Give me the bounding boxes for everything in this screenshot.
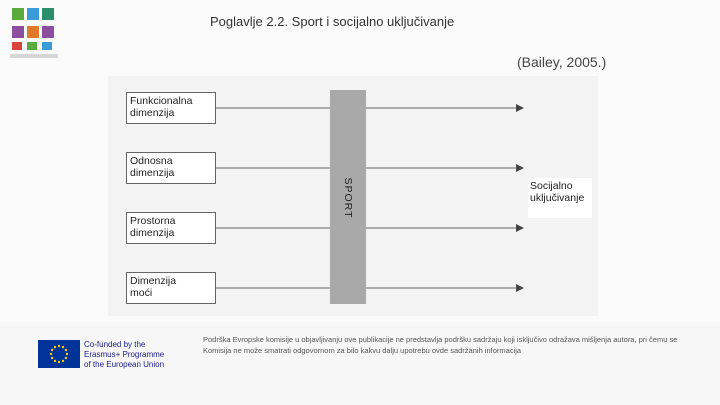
eu-cofunded-text xyxy=(84,340,164,370)
eu-line: Erasmus+ Programme xyxy=(84,350,165,359)
dimension-box-relational xyxy=(126,152,216,184)
disclaimer-text: Podrška Evropske komisije u objavljivanju ove publikacije ne predstavlja podršku sadržaju koji isključivo odražava mišljenja autora, pri čemu se Komisija ne može smatrati odgovornom za bilo kakvu dalju upotrebu ovde sadržanih informacija xyxy=(203,335,678,355)
eu-flag-icon xyxy=(38,340,80,368)
box-label: moći xyxy=(130,287,153,299)
box-label: Odnosna xyxy=(130,155,173,167)
logo-tile xyxy=(42,26,54,38)
dimension-box-spatial xyxy=(126,212,216,244)
box-label: Dimenzija xyxy=(130,275,177,287)
dimension-box-power xyxy=(126,272,216,304)
footer xyxy=(0,322,720,405)
logo-tile xyxy=(27,42,37,50)
box-label: dimenzija xyxy=(130,107,175,119)
logo-tile xyxy=(12,26,24,38)
logo-tile xyxy=(27,26,39,38)
diagram xyxy=(108,76,598,316)
project-logo xyxy=(10,6,58,62)
logo-tile xyxy=(42,42,52,50)
logo-tile xyxy=(12,42,22,50)
box-label: dimenzija xyxy=(130,227,175,239)
target-label: uključivanje xyxy=(530,192,585,204)
sport-label: SPORT xyxy=(342,177,354,219)
logo-tagline xyxy=(10,54,58,58)
social-inclusion-box xyxy=(528,178,592,218)
logo-tile xyxy=(27,8,39,20)
logo-tile xyxy=(12,8,24,20)
box-label: Prostorna xyxy=(130,215,176,227)
eu-stars xyxy=(38,340,80,368)
dimension-box-functional xyxy=(126,92,216,124)
target-label: Socijalno xyxy=(530,180,573,192)
citation: (Bailey, 2005.) xyxy=(517,54,607,70)
box-label: Funkcionalna xyxy=(130,95,193,107)
logo-tile xyxy=(42,8,54,20)
page-title: Poglavlje 2.2. Sport i socijalno uključivanje xyxy=(210,14,455,29)
eu-line: Co-funded by the xyxy=(84,340,146,349)
eu-line: of the European Union xyxy=(84,360,165,369)
box-label: dimenzija xyxy=(130,167,175,179)
